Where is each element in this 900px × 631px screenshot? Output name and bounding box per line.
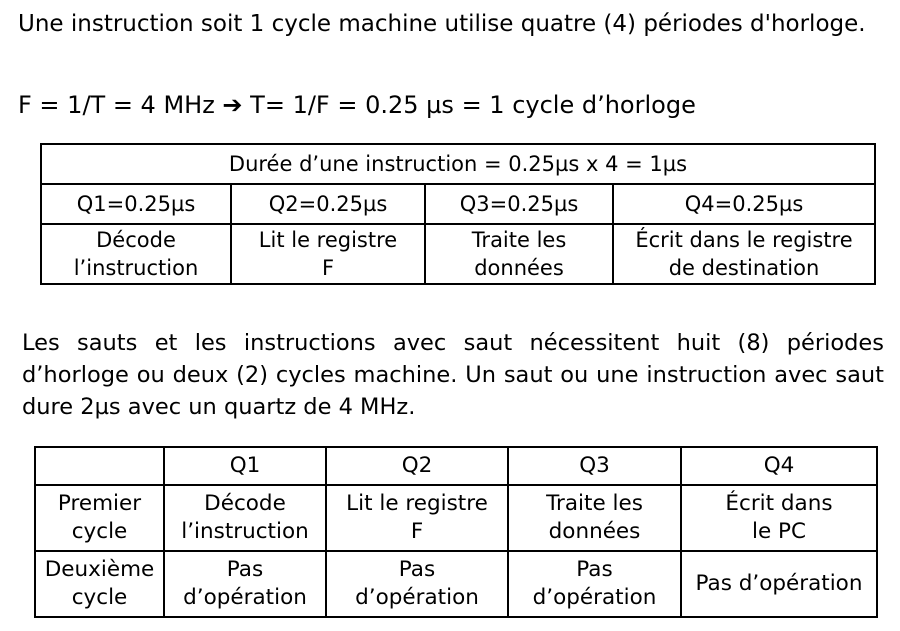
cell-second-q3: Pas d’opération: [508, 551, 681, 617]
table-row: [35, 551, 877, 617]
action-q1: Décode l’instruction: [41, 224, 231, 284]
row-label-second-cycle: Deuxième cycle: [35, 551, 164, 617]
cell-second-q2: Pas d’opération: [326, 551, 508, 617]
frequency-formula: F = 1/T = 4 MHz ➔ T= 1/F = 0.25 µs = 1 cycle d’horloge: [18, 91, 696, 119]
column-header-q4: Q4: [681, 447, 877, 485]
column-header-q2: Q2: [326, 447, 508, 485]
column-header-empty: [35, 447, 164, 485]
cell-second-q1: Pas d’opération: [164, 551, 326, 617]
cell-first-q2: Lit le registre F: [326, 485, 508, 551]
cell-first-q1: Décode l’instruction: [164, 485, 326, 551]
phase-q4: Q4=0.25µs: [613, 184, 875, 224]
column-header-q3: Q3: [508, 447, 681, 485]
intro-paragraph: Une instruction soit 1 cycle machine utilise quatre (4) périodes d'horloge.: [18, 11, 866, 37]
table-row: [35, 485, 877, 551]
action-q4: Écrit dans le registre de destination: [613, 224, 875, 284]
action-q3: Traite les données: [425, 224, 613, 284]
action-q2: Lit le registre F: [231, 224, 425, 284]
instruction-cycle-table: [40, 143, 876, 285]
phase-q2: Q2=0.25µs: [231, 184, 425, 224]
phase-q1: Q1=0.25µs: [41, 184, 231, 224]
cell-second-q4: Pas d’opération: [681, 551, 877, 617]
cell-first-q3: Traite les données: [508, 485, 681, 551]
jump-paragraph: Les sauts et les instructions avec saut nécessitent huit (8) périodes d’horloge ou deux (2) cycles machine. Un saut ou une instruction avec saut dure 2µs avec un quartz de 4 MHz.: [22, 330, 884, 420]
row-label-first-cycle: Premier cycle: [35, 485, 164, 551]
cell-first-q4: Écrit dans le PC: [681, 485, 877, 551]
jump-cycle-table: [34, 446, 878, 618]
phase-q3: Q3=0.25µs: [425, 184, 613, 224]
table1-header: Durée d’une instruction = 0.25µs x 4 = 1µs: [41, 144, 875, 184]
column-header-q1: Q1: [164, 447, 326, 485]
